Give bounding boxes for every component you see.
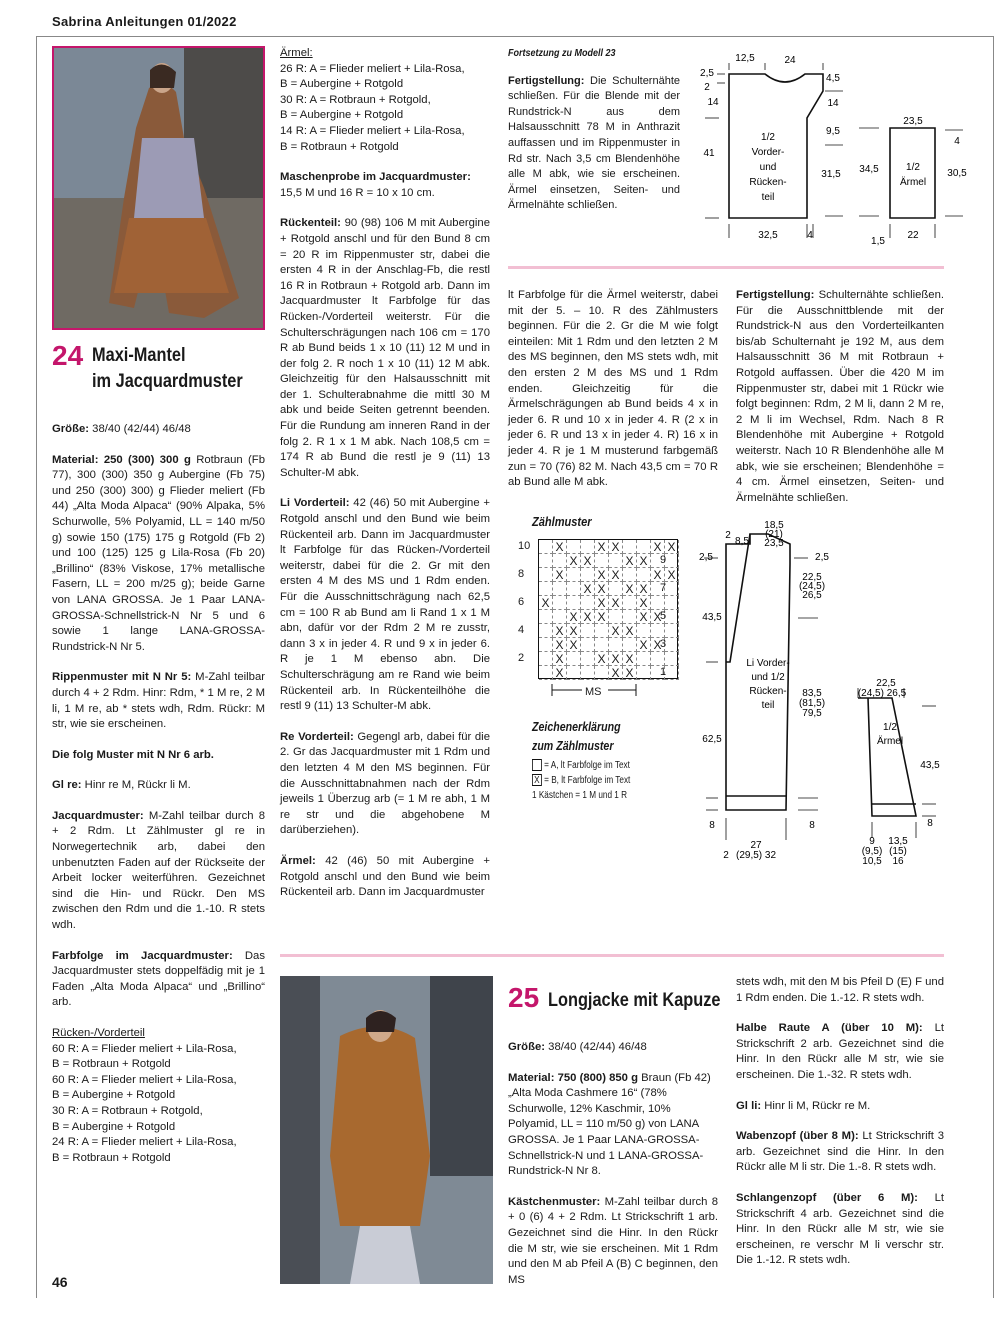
chart-cell [623,568,637,582]
m25-groesse-label: Größe: [508,1041,546,1053]
chart-cell: X [623,666,637,680]
chart-cell: X [539,596,553,610]
dim: 26,5 [802,590,822,601]
zeichen-title-1: Zeichenerklärung [532,720,621,734]
chart-cell [539,652,553,666]
column-1 [52,422,265,1166]
chart-cell [609,610,623,624]
chart-cell [581,638,595,652]
chart-cell [623,638,637,652]
dim: 43,5 [920,760,940,771]
chart-cell [581,652,595,666]
dim: 32,5 [758,230,778,241]
zeichen-title-2: zum Zählmuster [532,739,614,753]
chart-cell [539,540,553,554]
chart-cell [623,596,637,610]
zeichen-title [532,718,621,756]
re-vorderteil-label: Re Vorderteil: [280,730,354,743]
chart-cell [539,582,553,596]
groesse-value: 38/40 (42/44) 46/48 [89,423,191,435]
material-text: Rotbraun (Fb 77), 300 (300) 350 g Aubergine (Fb 75) und 250 (300) 300) g Flieder meliert (Fb 44) „Alta Moda Alpaca“ (90% Alpaka, 5% Schurwolle, 5% Polyamid, LL = 140 m/50 g) sowie 150 (175) 175 g Rotgold (Fb 2) und 100 (125) 125 g Lila-Rosa (Fb 20) „Brillino“ (83% Viskose, 17% metallische Fasern, LL = 200 m/25 g); beide Garne von LANA GROSSA. Je 1 Paar LANA-GROSSA-Schnellstrick-N Nr 5 und 6 sowie 1 lange LANA-GROSSA-Rundstrick-N Nr 5. [52,453,265,653]
chart-cell: X [595,582,609,596]
sleeve-label: 1/2 [883,722,897,733]
rippen-label: Rippenmuster mit N Nr 5: [52,671,192,684]
li-vorderteil-text: 42 (46) 50 mit Aubergine + Rotgold anschl und den Bund wie beim Rückenteil arb. Dann im Jacquardmuster lt Farbfolge für das Rücken-/Vorderteil weiterstr, dabei für die 2. Gr mit den ersten 4 M des MS und 1 Rdm enden. Für die Ausschnittschrägung nach 62,5 cm = 100 R ab Bund am li Rand 1 x 1 M abn, dafür vor der Rdm 2 M re zusstr, dann 3 x in jeder 4. R und 9 x in jeder 6. R je 1 M ebenso abn. Die Schulterschrägung am re Rand wie beim Rückenteil arb. In Rückenteilhöhe die restl 9 (11) 13 Schulter-M abk. [280,497,490,713]
row-label: 7 [660,582,667,594]
dim: 23,5 [764,538,784,549]
m25-waben-label: Wabenzopf (über 8 M): [736,1130,859,1143]
dim: 43,5 [702,612,722,623]
ruecken-vorder-label: Rücken-/Vorderteil [52,1027,145,1039]
aermel2-text: 42 (46) 50 mit Aubergine + Rotgold anschl und den Bund wie beim Rückenteil arb. Dann im Jacquardmuster [280,854,490,899]
model-24-schematic [690,520,950,870]
dim: 8 [927,818,933,829]
dim: 2 [704,82,710,93]
chart-cell: X [553,624,567,638]
zaehlmuster-grid [538,539,678,679]
dim: 9 [869,836,875,847]
chart-cell: X [595,652,609,666]
chart-cell: X [637,610,651,624]
aermel-line: B = Aubergine + Rotgold [280,78,404,91]
row-label: 1 [660,666,667,678]
chart-cell: X [581,610,595,624]
chart-cell [637,652,651,666]
dim: 2 [723,850,729,861]
aermel2-label: Ärmel: [280,854,316,867]
chart-cell [567,568,581,582]
farbfolge-label: Farbfolge im Jacquardmuster: [52,949,233,962]
page-number: 46 [52,1274,68,1290]
chart-cell: X [567,624,581,638]
chart-cell: X [623,652,637,666]
dim: (24,5) [798,581,826,592]
chart-cell [581,596,595,610]
dim: 8 [709,820,715,831]
model-23-continuation [508,46,680,229]
aermel-label: Ärmel: [280,47,313,59]
dim: 1,5 [871,236,885,247]
legend-b: = B, lt Farbfolge im Text [544,775,631,786]
divider-top [508,266,944,269]
chart-cell: X [553,638,567,652]
chart-cell [553,554,567,568]
chart-cell: X [553,540,567,554]
chart-cell [637,624,651,638]
chart-cell [539,568,553,582]
row-label: 10 [518,540,531,552]
m25-groesse: 38/40 (42/44) 46/48 [545,1041,647,1053]
model-24-title-line1: Maxi-Mantel [92,345,186,366]
aermel-line: 30 R: A = Rotbraun + Rotgold, [280,93,431,106]
chart-cell [567,666,581,680]
chart-cell: X [665,568,679,582]
ruecken-vorder-line: B = Rotbraun + Rotgold [52,1151,171,1164]
chart-cell: X [651,638,665,652]
maschenprobe-text: 15,5 M und 16 R = 10 x 10 cm. [280,186,435,199]
body-label: Li Vorder- [746,658,790,669]
dim: (9,5) [861,846,883,857]
glre-text: Hinr re M, Rückr li M. [81,779,191,792]
rippen-text: M-Zahl teilbar durch 4 + 2 Rdm. Hinr: Rdm, * 1 M re, 2 M li, 1 M re, ab * stets wdh, Rdm. Rückr: M str, wie sie erscheinen. [52,671,265,731]
dim: 13,5 [888,836,908,847]
chart-cell [567,652,581,666]
model-24-number: 24 [52,340,84,371]
body-label: Rücken- [749,686,787,697]
dim: 10,5 [862,856,882,867]
m25-raute-label: Halbe Raute A (über 10 M): [736,1022,923,1035]
body-label: 1/2 [761,132,775,143]
chart-cell [623,610,637,624]
chart-cell: X [651,568,665,582]
legend [532,758,630,803]
dim: (81,5) [798,698,826,709]
chart-cell [539,624,553,638]
glre-label: Gl re: [52,779,82,792]
legend-k: 1 Kästchen = 1 M und 1 R [532,790,628,801]
chart-cell [539,554,553,568]
chart-cell: X [609,568,623,582]
empty-box-icon [532,759,542,771]
dim: 14 [707,97,719,108]
aermel-line: 14 R: A = Flieder meliert + Lila-Rosa, [280,124,465,137]
chart-cell: X [595,610,609,624]
dim: 18,5 [764,520,784,531]
model-24-photo [52,46,265,330]
m25-schlangen-label: Schlangenzopf (über 6 M): [736,1191,918,1204]
row-label: 6 [518,596,525,608]
chart-cell: X [623,582,637,596]
chart-cell: X [609,596,623,610]
model-23-heading: Fortsetzung zu Modell 23 [508,48,616,59]
chart-cell: X [553,666,567,680]
dim: (24,5) 26,5 [857,688,907,699]
ruecken-vorder-line: 60 R: A = Flieder meliert + Lila-Rosa, [52,1073,237,1086]
model-23-schematic [695,48,975,248]
dim: 2,5 [815,552,829,563]
chart-cell [595,666,609,680]
dim: 14 [827,98,839,109]
legend-a: = A, lt Farbfolge im Text [544,760,630,771]
aermel-line: 26 R: A = Flieder meliert + Lila-Rosa, [280,62,465,75]
chart-cell [637,540,651,554]
maschenprobe-label: Maschenprobe im Jacquardmuster: [280,171,471,184]
body-label: Rücken- [749,177,787,188]
m25-kaestchen-label: Kästchenmuster: [508,1195,601,1208]
dim: 79,5 [802,708,822,719]
dim: 2,5 [700,68,714,79]
chart-cell: X [637,554,651,568]
row-label: 4 [518,624,525,636]
body-label: teil [761,700,775,711]
dim: (21) [765,529,783,540]
rueckenteil-text: 90 (98) 106 M mit Aubergine + Rotgold anschl und für den Bund 8 cm = 20 R im Rippenmuster str, dabei die ersten 4 R in der Anschlag-Fb, die restl 16 R in Rotbraun + Rotgold arb. Dann im Jacquardmuster lt Farbfolge für das Rücken-/Vorderteil weiterstr. Für die Schulterschrägungen nach 106 cm = 170 R ab Bund beids 1 x 10 (11) 12 M und in der folg 2. R noch 1 x 10 (11) 12 M abk. Gleichzeitig für den Halsausschnitt mit der 1. Schulterabnahme die mittl 30 M abk und beide Seiten getrennt beenden. Für die Rundung am inneren Rand in der folg 2. R 1 x 1 M abk. Nach 108,5 cm = 174 R ab Bund die restl je 9 (11) 13 Schulter-M abk. [280,217,490,479]
chart-cell [623,540,637,554]
chart-cell [609,638,623,652]
ruecken-vorder-line: 60 R: A = Flieder meliert + Lila-Rosa, [52,1042,237,1055]
row-label: 9 [660,554,667,566]
row-label: 8 [518,568,525,580]
dim: 9,5 [826,126,840,137]
chart-cell: X [609,666,623,680]
dim: 62,5 [702,734,722,745]
dim: 2 [725,530,731,541]
chart-cell: X [637,582,651,596]
chart-cell: X [567,638,581,652]
chart-cell: X [553,652,567,666]
chart-cell [553,596,567,610]
row-label: 5 [660,610,667,622]
chart-cell [581,666,595,680]
folg-muster: Die folg Muster mit N Nr 6 arb. [52,748,214,761]
model-23-fertig-label: Fertigstellung: [508,74,585,87]
dim: 24 [784,55,796,66]
row-label: 2 [518,652,525,664]
dim: 8 [809,820,815,831]
dim: 31,5 [821,169,841,180]
chart-cell: X [595,596,609,610]
column-2 [280,46,490,916]
chart-cell: X [581,582,595,596]
chart-cell: X [609,624,623,638]
model-25-column-1 [508,1040,718,1303]
model-25-title: Longjacke mit Kapuze [548,990,721,1011]
re-vorderteil-text: Gegengl arb, dabei für die 2. Gr das Jacquardmuster mit 1 Rdm und den letzten 4 M den MS beginnen. Für die Ausschnittabnahmen nach der Rdm jeweils 1 Überzug arb (= 1 M re abh, 1 M re str und die abgehobene M darüberziehen). [280,730,490,837]
chart-cell [609,582,623,596]
li-vorderteil-label: Li Vorderteil: [280,497,350,510]
chart-cell [595,554,609,568]
chart-cell: X [637,596,651,610]
chart-cell [595,624,609,638]
chart-cell [637,568,651,582]
ruecken-vorder-line: B = Aubergine + Rotgold [52,1120,176,1133]
model-23-fertig-text: Die Schulternähte schließen. Für die Blende mit der Rundstrick-N aus dem Halsausschnitt 78 M in Anthrazit auffassen und im Rippenmuster in Rd str. Nach 3,5 cm Blendenhöhe alle M abk, wie sie erscheinen. Ärmel einsetzen, Seiten- und Ärmelnähte schließen. [508,74,680,212]
dim: 12,5 [735,53,755,64]
aermel-line: B = Aubergine + Rotgold [280,109,404,122]
dim: (15) [889,846,907,857]
chart-right-labels [660,553,678,679]
divider-bottom [280,954,944,957]
chart-cell [581,568,595,582]
jacquard-text: M-Zahl teilbar durch 8 + 2 Rdm. Lt Zählmuster gl re in Norwegertechnik arb, dabei den unbenutzten Faden auf der Rückseite der Arbeit locker weiterführen. Gezeichnet sind die Hin- und Rückr. Den MS zwischen den Rdm und die 1.-10. R stets wdh. [52,809,265,932]
chart-cell [567,540,581,554]
dim: 2,5 [699,552,713,563]
dim: 83,5 [802,688,822,699]
chart-cell: X [637,638,651,652]
chart-cell: X [581,554,595,568]
dim: 23,5 [903,116,923,127]
dim: 34,5 [859,164,879,175]
chart-cell [637,666,651,680]
chart-cell: X [651,610,665,624]
chart-cell: X [567,610,581,624]
dim: 41 [703,148,715,159]
chart-cell: X [651,540,665,554]
material-label: Material: 250 (300) 300 g [52,453,191,466]
chart-cell: X [595,540,609,554]
model-25-column-2 [736,975,944,1284]
chart-cell [567,596,581,610]
dim: 22,5 [802,572,822,583]
farbfolge-text: Das Jacquardmuster stets doppelfädig mit je 1 Faden „Alta Moda Alpaca“ und „Brillino“ arb. [52,949,265,1009]
col3-text: lt Farbfolge für die Ärmel weiterstr, dabei mit der 5. – 10. R des Zählmusters beginnen. Für die 2. Gr die M wie folgt einteilen: Mit 1 Rdm und den letzten 2 M des MS beginnen, den MS stets wdh, mit den ersten 2 M des MS und 1 Rdm enden. Gleichzeitig für die Ärmelschrägungen ab Bund beids 4 x in jeder 6. R und 10 x in jeder 4. R (2 x in jeder 6. R und 13 x in jeder 4. R) 16 x in jeder 4. R je 1 M musterund farbgemäß zun = 70 (76) 82 M. Nach 43,5 cm = 70 R ab Bund alle M abk. [508,289,718,489]
m25-col4-start: stets wdh, mit den M bis Pfeil D (E) F und 1 Rdm enden. Die 1.-12. R stets wdh. [736,976,944,1004]
dim: 4,5 [826,73,840,84]
chart-left-labels [518,539,536,665]
chart-cell: X [609,652,623,666]
m25-material-text: Braun (Fb 42) „Alta Moda Cashmere 16“ (78% Schurwolle, 12% Kaschmir, 10% Polyamid, LL = 110 m/50 g) von LANA GROSSA. Je 1 Paar LANA-GROSSA-Schnellstrick-N und 1 LANA-GROSSA-Rundstrick-N Nr 8. [508,1071,711,1178]
chart-cell: X [553,568,567,582]
dim: 4 [807,230,813,241]
ruecken-vorder-line: 30 R: A = Rotbraun + Rotgold, [52,1104,203,1117]
column-4 [736,288,944,521]
chart-cell: X [623,624,637,638]
body-label: und [759,162,777,173]
ruecken-vorder-line: 24 R: A = Flieder meliert + Lila-Rosa, [52,1136,237,1149]
chart-cell: X [665,540,679,554]
groesse-label: Größe: [52,423,90,435]
chart-cell: X [609,540,623,554]
sleeve-label: Ärmel [876,736,904,747]
column-3 [508,288,718,506]
jacquard-label: Jacquardmuster: [52,809,144,822]
zaehlmuster-title: Zählmuster [532,514,592,529]
chart-cell [539,610,553,624]
x-box-icon: X [532,774,542,786]
m25-waben-text: Lt Strickschrift 3 arb. Gezeichnet sind die Hinr. In den Rückr alle M li str. Die 1.-8. R stets wdh. [736,1130,944,1174]
dim: 22,5 [876,678,896,689]
dim: (29,5) 32 [735,850,777,861]
chart-cell [539,666,553,680]
sleeve-label: Ärmel [899,177,927,188]
aermel-line: B = Rotbraun + Rotgold [280,140,399,153]
dim: 16 [892,856,904,867]
m25-schlangen-text: Lt Strickschrift 4 arb. Gezeichnet sind die Hinr. In den Rückr alle M str, wie sie erscheinen, re verschr M li verschr str. Die 1.-12. R stets wdh. [736,1191,945,1267]
chart-cell: X [623,554,637,568]
dim: 22 [907,230,919,241]
magazine-header: Sabrina Anleitungen 01/2022 [52,14,237,29]
chart-cell [595,638,609,652]
chart-cell [553,582,567,596]
dim: 8,5 [735,536,749,547]
body-label: teil [761,192,775,203]
dim: 27 [750,840,762,851]
chart-cell [581,624,595,638]
model-24-title-line2: im Jacquardmuster [92,371,243,392]
ruecken-vorder-line: B = Rotbraun + Rotgold [52,1058,171,1071]
ms-label: MS [585,686,602,698]
m25-kaestchen-text: M-Zahl teilbar durch 8 + 0 (6) 4 + 2 Rdm. Lt Strickschrift 1 arb. Gezeichnet sind die Hinr. In den Rückr die M str, wie sie erscheinen. Mit 1 Rdm und den M ab Pfeil A (B) C beginnen, den MS [508,1195,718,1286]
body-label: und 1/2 [751,672,785,683]
sleeve-label: 1/2 [906,162,920,173]
row-label: 3 [660,638,667,650]
dim: 4 [954,136,960,147]
model-25-number: 25 [508,982,540,1013]
chart-cell [539,638,553,652]
m25-glli-label: Gl li: [736,1099,762,1112]
m25-glli-text: Hinr li M, Rückr re M. [761,1099,871,1112]
chart-cell [553,610,567,624]
fertig-text: Schulternähte schließen. Für die Ausschnittblende mit der Rundstrick-N aus den Vorderteilkanten bis/ab Schulternaht je 192 M, aus dem Halsausschnitt 36 M mit Rotbraun + Rotgold auffassen. Über die 420 M im Rippenmuster str, dabei mit 1 Rückr wie folgt beginnen: Rdm, 2 M li, dann 2 M re, 2 M li im Wechsel, Rdm. Nach 8 R Blendenhöhe mit Aubergine + Rotgold weiterstr. Nach 10 R Blendenhöhe alle M abk, wie sie erscheinen; Blendenhöhe = 4 cm. Ärmel einsetzen, Seiten- und Ärmelnähte schließen. [736,289,944,504]
chart-cell: X [567,554,581,568]
dim: 30,5 [947,168,967,179]
chart-cell [567,582,581,596]
chart-cell: X [595,568,609,582]
m25-material-label: Material: 750 (800) 850 g [508,1071,638,1084]
m25-raute-text: Lt Strickschrift 2 arb. Gezeichnet sind die Hinr. In den Rückr alle M str, wie sie erscheinen. Die 1.-32. R stets wdh. [736,1022,945,1081]
chart-cell [609,554,623,568]
fertig-label: Fertigstellung: [736,289,815,301]
body-label: Vorder- [751,147,785,158]
ruecken-vorder-line: B = Aubergine + Rotgold [52,1089,176,1102]
chart-cell [581,540,595,554]
model-25-photo [280,976,493,1284]
rueckenteil-label: Rückenteil: [280,217,341,230]
